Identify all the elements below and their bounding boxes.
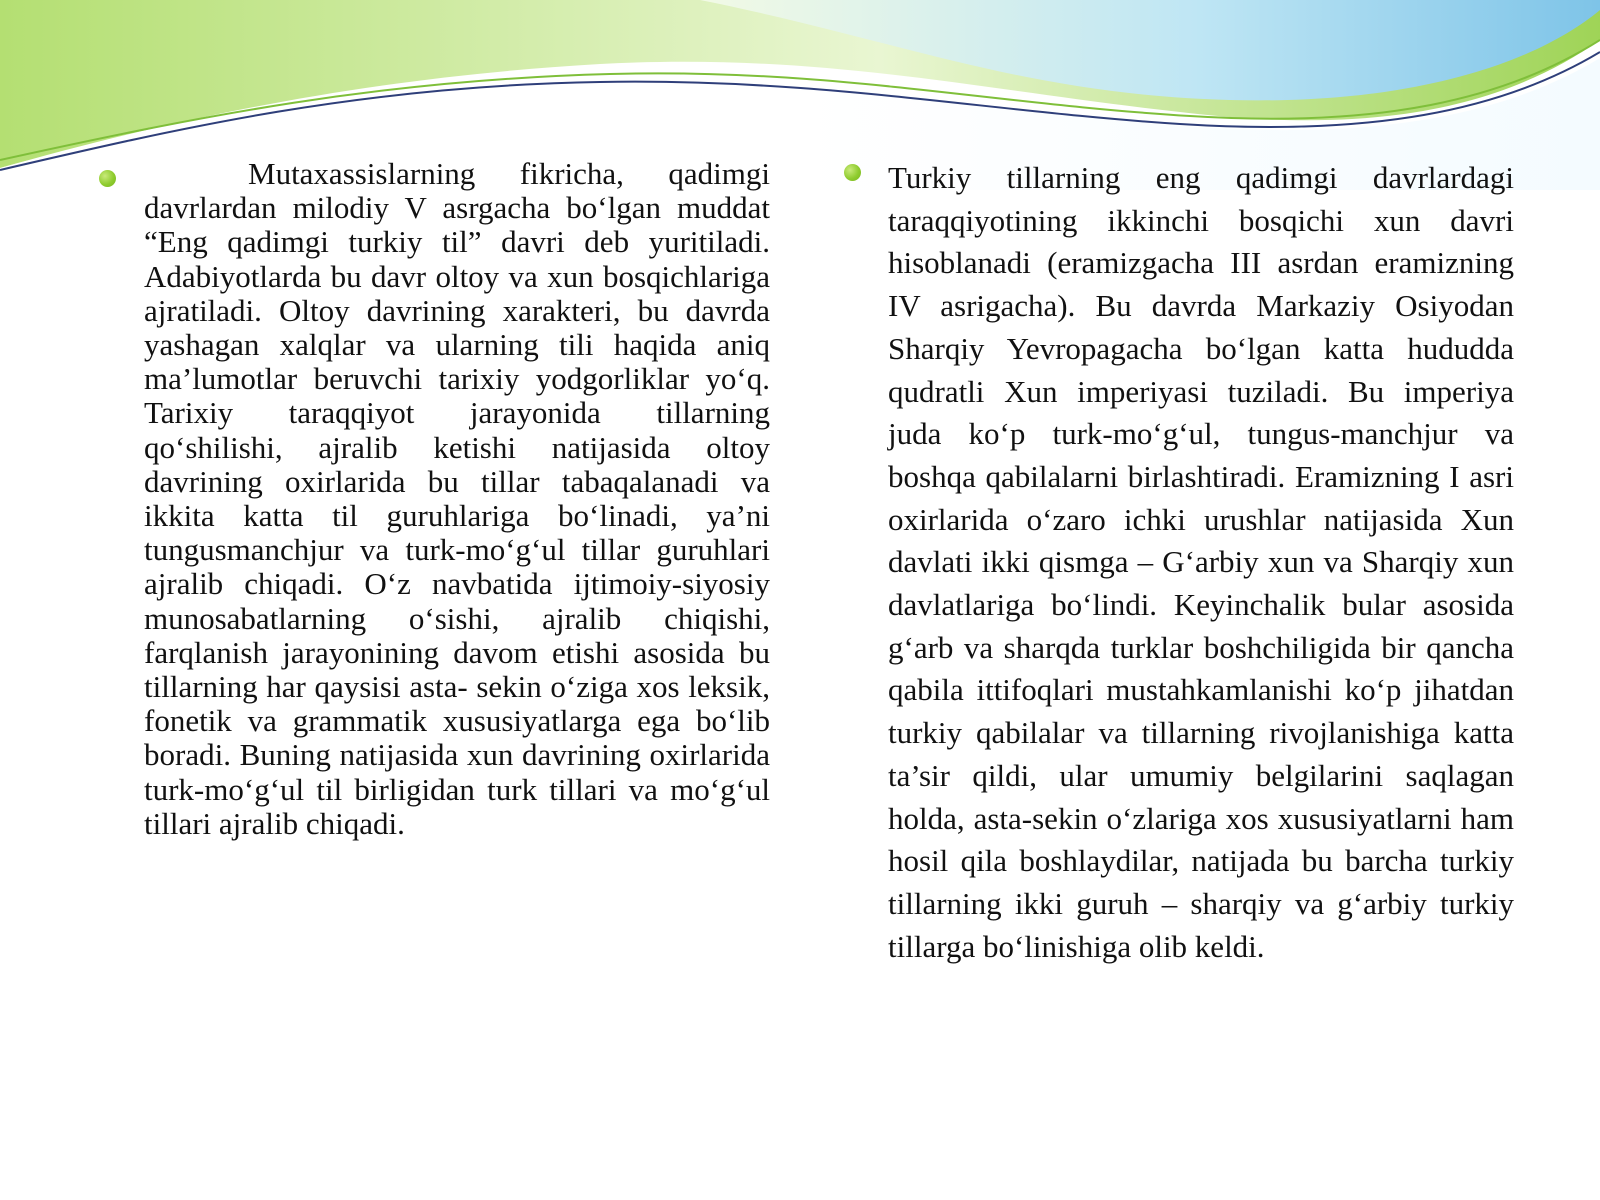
right-column-paragraph: Turkiy tillarning eng qadimgi davrlardagi taraqqiyotining ikkinchi bosqichi xun davri hisoblanadi (eramizgacha III asrdan eramizning IV asrigacha). Bu davrda Markaziy Osiyodan Sharqiy Yevropagacha bo‘lgan katta hududda qudratli Xun imperiyasi tuziladi. Bu imperiya juda ko‘p turk-mo‘g‘ul, tungus-manchjur va boshqa qabilalarni birlashtiradi. Eramizning I asri oxirlarida o‘zaro ichki urushlar natijasida Xun davlati ikki qismga – G‘arbiy xun va Sharqiy xun davlatlariga bo‘lindi. Keyinchalik bular asosida g‘arb va sharqda turklar boshchiligida bir qancha qabila ittifoqlari mustahkamlanishi ko‘p jihatdan turkiy qabilalar va tillarning rivojlanishiga katta ta’sir qildi, ular umumiy belgilarini saqlagan holda, asta-sekin o‘zlariga xos xususiyatlarni ham hosil qila boshlaydilar, natijada bu barcha turkiy tillarning ikki guruh – sharqiy va g‘arbiy turkiy tillarga bo‘linishiga olib keldi.	[888, 160, 1514, 964]
green-dot-bullet-icon	[99, 170, 116, 187]
left-column-paragraph: Mutaxassislarning fikricha, qadimgi davrlardan milodiy V asrgacha bo‘lgan muddat “Eng qadimgi turkiy til” davri deb yuritiladi. Adabiyotlarda bu davr oltoy va xun bosqichlariga ajratiladi. Oltoy davrining xarakteri, bu davrda yashagan xalqlar va ularning tili haqida aniq ma’lumotlar beruvchi tarixiy yodgorliklar yo‘q. Tarixiy taraqqiyot jarayonida tillarning qo‘shilishi, ajralib ketishi natijasida oltoy davrining oxirlarida bu tillar tabaqalanadi va ikkita katta til guruhlariga bo‘linadi, ya’ni tungusmanchjur va turk-mo‘g‘ul tillar guruhlari ajralib chiqadi. O‘z navbatida ijtimoiy-siyosiy munosabatlarning o‘sishi, ajralib chiqishi, farqlanish jarayonining davom etishi asosida bu tillarning har qaysisi asta- sekin o‘ziga xos leksik, fonetik va grammatik xususiyatlarga ega bo‘lib boradi. Buning natijasida xun davrining oxirlarida turk-mo‘g‘ul til birligidan turk tillari va mo‘g‘ul tillari ajralib chiqadi.	[144, 156, 770, 841]
green-dot-bullet-icon	[844, 164, 861, 181]
